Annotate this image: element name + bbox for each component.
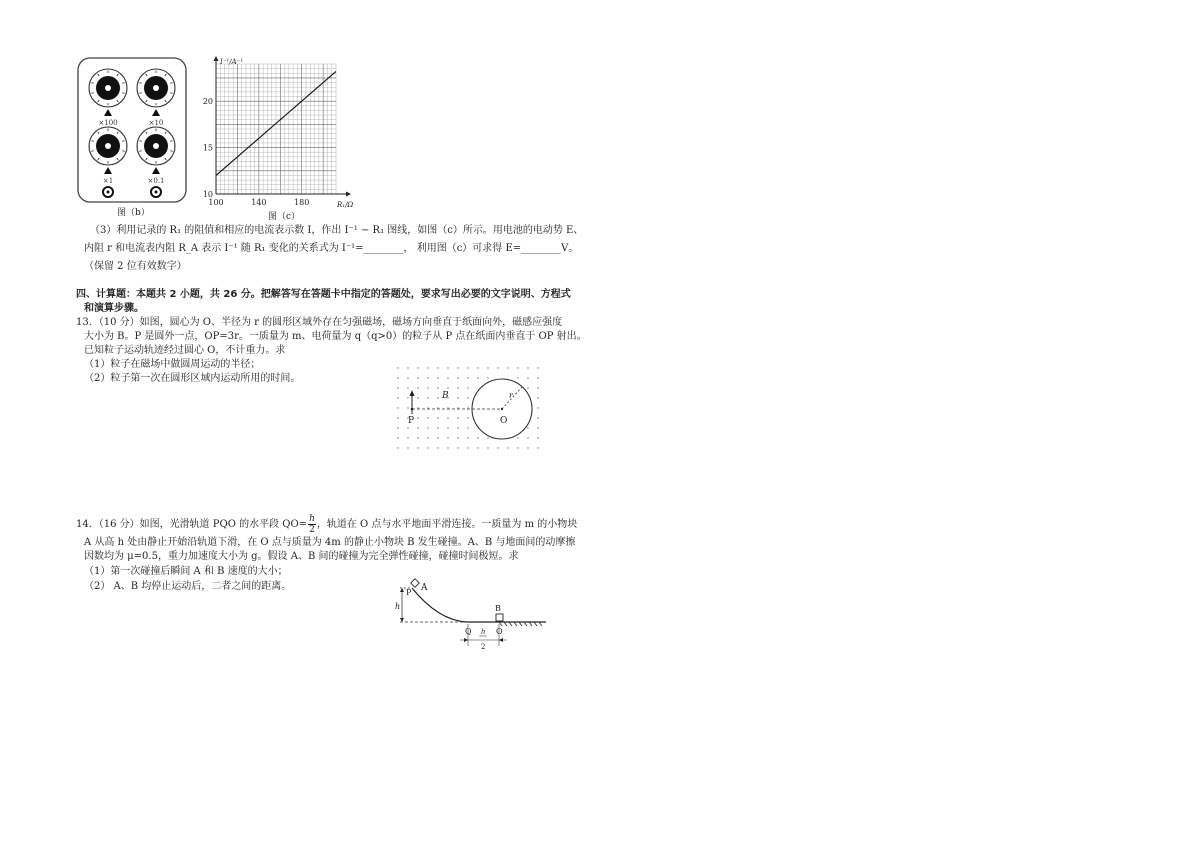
q13-line3: 已知粒子运动轨迹经过圆心 O，不计重力。求 [84,345,286,356]
q14-line3: 因数均为 μ=0.5，重力加速度大小为 g。假设 A、B 间的碰撞为完全弹性碰撞，碰撞时间极短。求 [84,551,519,562]
track-figure [392,578,552,652]
block-B [496,614,503,621]
q14-sub2: （2） A、B 均停止运动后，二者之间的距离。 [84,581,292,592]
label-P: P [408,416,415,426]
q14-fraction [308,514,316,535]
label-h: h [395,602,401,611]
label-r: r [509,391,513,400]
figure-b-caption: 图（b） [117,208,150,218]
fraction-numerator: h [309,514,315,524]
terminal-2 [151,187,161,197]
section4-heading-line2: 和演算步骤。 [84,303,144,314]
dial-multiplier-label: ×100 [98,119,118,127]
inverse-current-vs-resistance-chart [196,56,356,218]
label-A: A [421,583,428,593]
label-h-half-num: h [481,628,486,636]
magnetic-field-figure [392,362,546,452]
y-axis-label: I⁻¹/A⁻¹ [220,58,244,66]
label-h-half-den: 2 [481,643,486,651]
q12-part3-line3: （保留 2 位有效数字） [84,261,187,272]
label-O: O [500,416,508,426]
fraction-denominator: 2 [309,525,315,535]
curved-track [412,588,497,622]
block-A [411,579,419,587]
label-B: B [442,391,449,401]
x-axis-label: R₁/Ω [337,201,354,209]
x-tick-label: 140 [251,198,267,207]
x-tick-label: 180 [294,198,310,207]
label-O: O [496,627,503,636]
label-Q: Q [465,627,472,636]
resistance-box-figure [76,56,188,204]
q13-line1: 13．（10 分）如图，圆心为 O、半径为 r 的圆形区域外存在匀强磁场，磁场方向垂直于纸面向外，磁感应强度 [76,317,563,328]
q13-line2: 大小为 B。P 是圆外一点，OP=3r。一质量为 m、电荷量为 q（q>0）的粒子从 P 点在纸面内垂直于 OP 射出。 [84,331,587,342]
section4-heading-line1: 四、计算题：本题共 2 小题，共 26 分。把解答写在答题卡中指定的答题处，要求写出必要的文字说明、方程式 [76,289,571,300]
terminal-1 [103,187,113,197]
q14-line1-a: 14．（16 分）如图，光滑轨道 PQO 的水平段 QO= [76,519,308,530]
q14-line1-b: ，轨道在 O 点与水平地面平滑连接。一质量为 m 的小物块 [316,519,578,530]
y-tick-label: 10 [202,190,213,199]
q14-line1 [76,514,577,535]
q13-sub2: （2）粒子第一次在圆形区域内运动所用的时间。 [84,373,301,384]
dial-multiplier-label: ×0.1 [147,177,165,185]
label-B: B [495,604,501,613]
q14-sub1: （1）第一次碰撞后瞬间 A 和 B 速度的大小； [84,566,288,577]
q12-part3-line2: 内阻 r 和电流表内阻 R_A 表示 I⁻¹ 随 R₁ 变化的关系式为 I⁻¹=________， 利用图（c）可求得 E=________V。 [84,243,579,254]
y-tick-label: 15 [202,143,213,153]
q14-line2: A 从高 h 处由静止开始沿轨道下滑，在 O 点与质量为 4m 的静止小物块 B 发生碰撞。A、B 与地面间的动摩擦 [84,537,576,548]
label-P: P [406,588,412,597]
y-tick-label: 20 [202,97,213,107]
x-tick-label: 100 [208,198,224,207]
q12-part3-line1: （3）利用记录的 R₁ 的阻值和相应的电流表示数 I，作出 I⁻¹ − R₁ 图线，如图（c）所示。用电池的电动势 E、 [90,225,584,236]
q13-sub1: （1）粒子在磁场中做圆周运动的半径； [84,359,261,370]
dial-multiplier-label: ×1 [102,177,114,185]
dial-multiplier-label: ×10 [148,119,164,127]
figure-c-caption: 图（c） [268,212,301,222]
